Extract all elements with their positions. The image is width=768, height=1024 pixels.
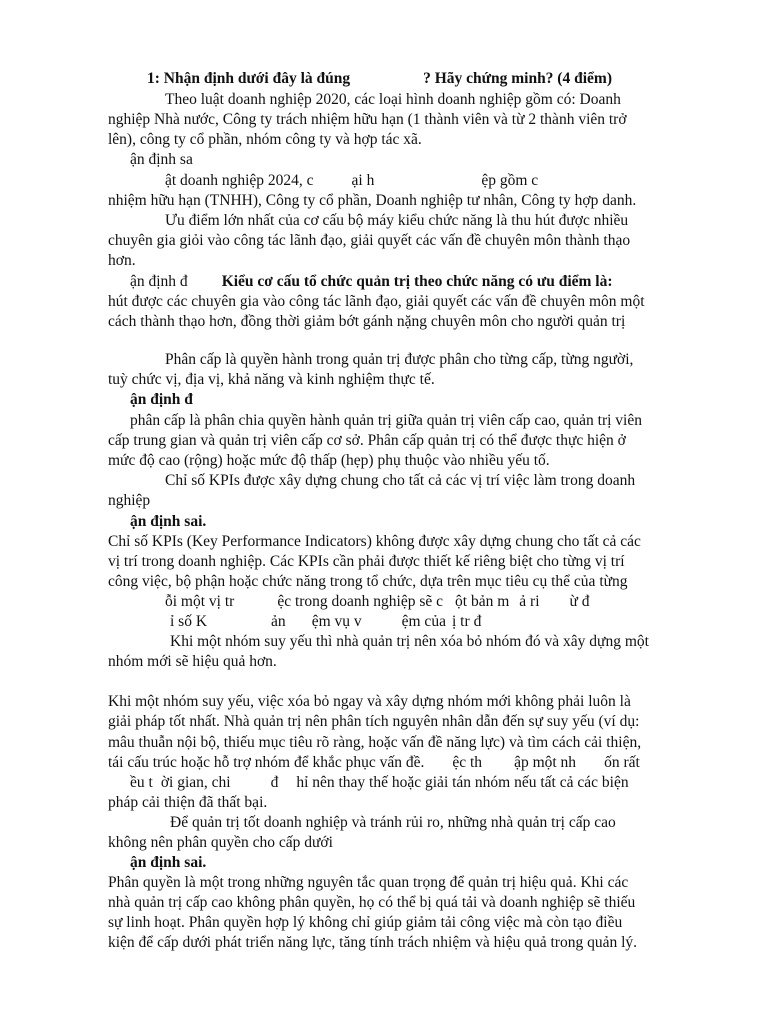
text-line: cấp trung gian và quản trị viên cấp cơ sở. Phân cấp quản trị có thể được thực hiện ở [108, 432, 626, 449]
text-line: nhà quản trị cấp cao không phân quyền, họ có thể bị quá tải và doanh nghiệp sẽ thiếu [108, 894, 636, 911]
text-line: nhóm mới sẽ hiệu quả hơn. [108, 653, 277, 670]
text-line: hút được các chuyên gia vào công tác lãnh đạo, giải quyết các vấn đề chuyên môn một [108, 293, 645, 310]
text-line: công việc, bộ phận hoặc chức năng trong tổ chức, dựa trên mục tiêu cụ thể của từng [108, 573, 628, 590]
text-line: vị trí trong doanh nghiệp. Các KPIs cần phải được thiết kế riêng biệt cho từng vị trí [108, 553, 625, 570]
text-line: cách thành thạo hơn, đồng thời giảm bớt gánh nặng chuyên môn cho người quản trị [108, 313, 626, 330]
text-line: ật doanh nghiệp 2024, c ại h ệp gồm c [165, 172, 539, 189]
text-line: không nên phân quyền cho cấp dưới [108, 834, 333, 851]
statement-4: Chỉ số KPIs được xây dựng chung cho tất cả các vị trí việc làm trong doanh [165, 472, 636, 489]
text-line: kiện để cấp dưới phát triển năng lực, tăng tính trách nhiệm và hiệu quả trong quản lý. [108, 934, 638, 951]
statement-2: Ưu điểm lớn nhất của cơ cấu bộ máy kiểu chức năng là thu hút được nhiều [165, 212, 629, 229]
text-line: Phân quyền là một trong những nguyên tắc quan trọng để quản trị hiệu quả. Khi các [108, 874, 629, 891]
text-line: pháp cải thiện đã thất bại. [108, 794, 268, 811]
text-line: mâu thuẫn nội bộ, thiếu mục tiêu rõ ràng, hoặc vấn đề năng lực) và tìm cách cải thiện, [108, 734, 642, 751]
text-line: nghiệp [108, 492, 151, 509]
verdict-label: ận định sai. [130, 513, 207, 530]
text-line: chuyên gia giỏi vào công tác lãnh đạo, giải quyết các vấn đề chuyên môn thành thạo [108, 232, 631, 249]
text-line: Khi một nhóm suy yếu, việc xóa bỏ ngay và xây dựng nhóm mới không phải luôn là [108, 693, 631, 710]
verdict-label: ận định sa [130, 151, 193, 168]
text-line: mức độ cao (rộng) hoặc mức độ thấp (hẹp) phụ thuộc vào nhiều yếu tố. [108, 452, 550, 469]
verdict-label: ận định đ [130, 391, 193, 408]
text-line: hơn. [108, 252, 136, 269]
question-title: 1: Nhận định dưới đây là đúng ? Hãy chứng minh? (4 điểm) [147, 70, 612, 87]
statement-3: Phân cấp là quyền hành trong quản trị được phân cho từng cấp, từng người, [165, 351, 634, 368]
verdict-label: ận định đ Kiểu cơ cấu tổ chức quản trị theo chức năng có ưu điểm là: [130, 273, 613, 290]
text-line: tuỳ chức vị, địa vị, khả năng và kinh nghiệm thực tế. [108, 371, 435, 388]
text-line: nghiệp Nhà nước, Công ty trách nhiệm hữu hạn (1 thành viên và từ 2 thành viên trở [108, 111, 627, 128]
text-line: nhiệm hữu hạn (TNHH), Công ty cổ phần, Doanh nghiệp tư nhân, Công ty hợp danh. [108, 192, 637, 209]
text-line: Chỉ số KPIs (Key Performance Indicators) không được xây dựng chung cho tất cả các [108, 533, 641, 550]
text-line: lên), công ty cổ phần, nhóm công ty và hợp tác xã. [108, 131, 422, 148]
verdict-label: ận định sai. [130, 854, 207, 871]
text-line: tái cấu trúc hoặc hỗ trợ nhóm để khắc phục vấn đề. ệc th ập một nh ốn rất [108, 754, 640, 771]
text-line: ều t ời gian, chi đ hỉ nên thay thế hoặc giải tán nhóm nếu tất cả các biện [130, 774, 629, 791]
text-line: giải pháp tốt nhất. Nhà quản trị nên phân tích nguyên nhân dẫn đến sự suy yếu (ví dụ: [108, 713, 640, 730]
statement-1: Theo luật doanh nghiệp 2020, các loại hình doanh nghiệp gồm có: Doanh [165, 91, 621, 108]
statement-6: Để quản trị tốt doanh nghiệp và tránh rủi ro, những nhà quản trị cấp cao [170, 814, 616, 831]
text-line: sự linh hoạt. Phân quyền hợp lý không chỉ giúp giảm tải công việc mà còn tạo điều [108, 914, 623, 931]
text-line: ỗi một vị tr ệc trong doanh nghiệp sẽ c ột bản m ả ri ừ đ [165, 593, 590, 610]
statement-5: Khi một nhóm suy yếu thì nhà quản trị nên xóa bỏ nhóm đó và xây dựng một [170, 633, 649, 650]
text-line: phân cấp là phân chia quyền hành quản trị giữa quản trị viên cấp cao, quản trị viên [130, 412, 642, 429]
text-line: ỉ số K ản ệm vụ v ệm của ị tr đ [170, 613, 482, 630]
